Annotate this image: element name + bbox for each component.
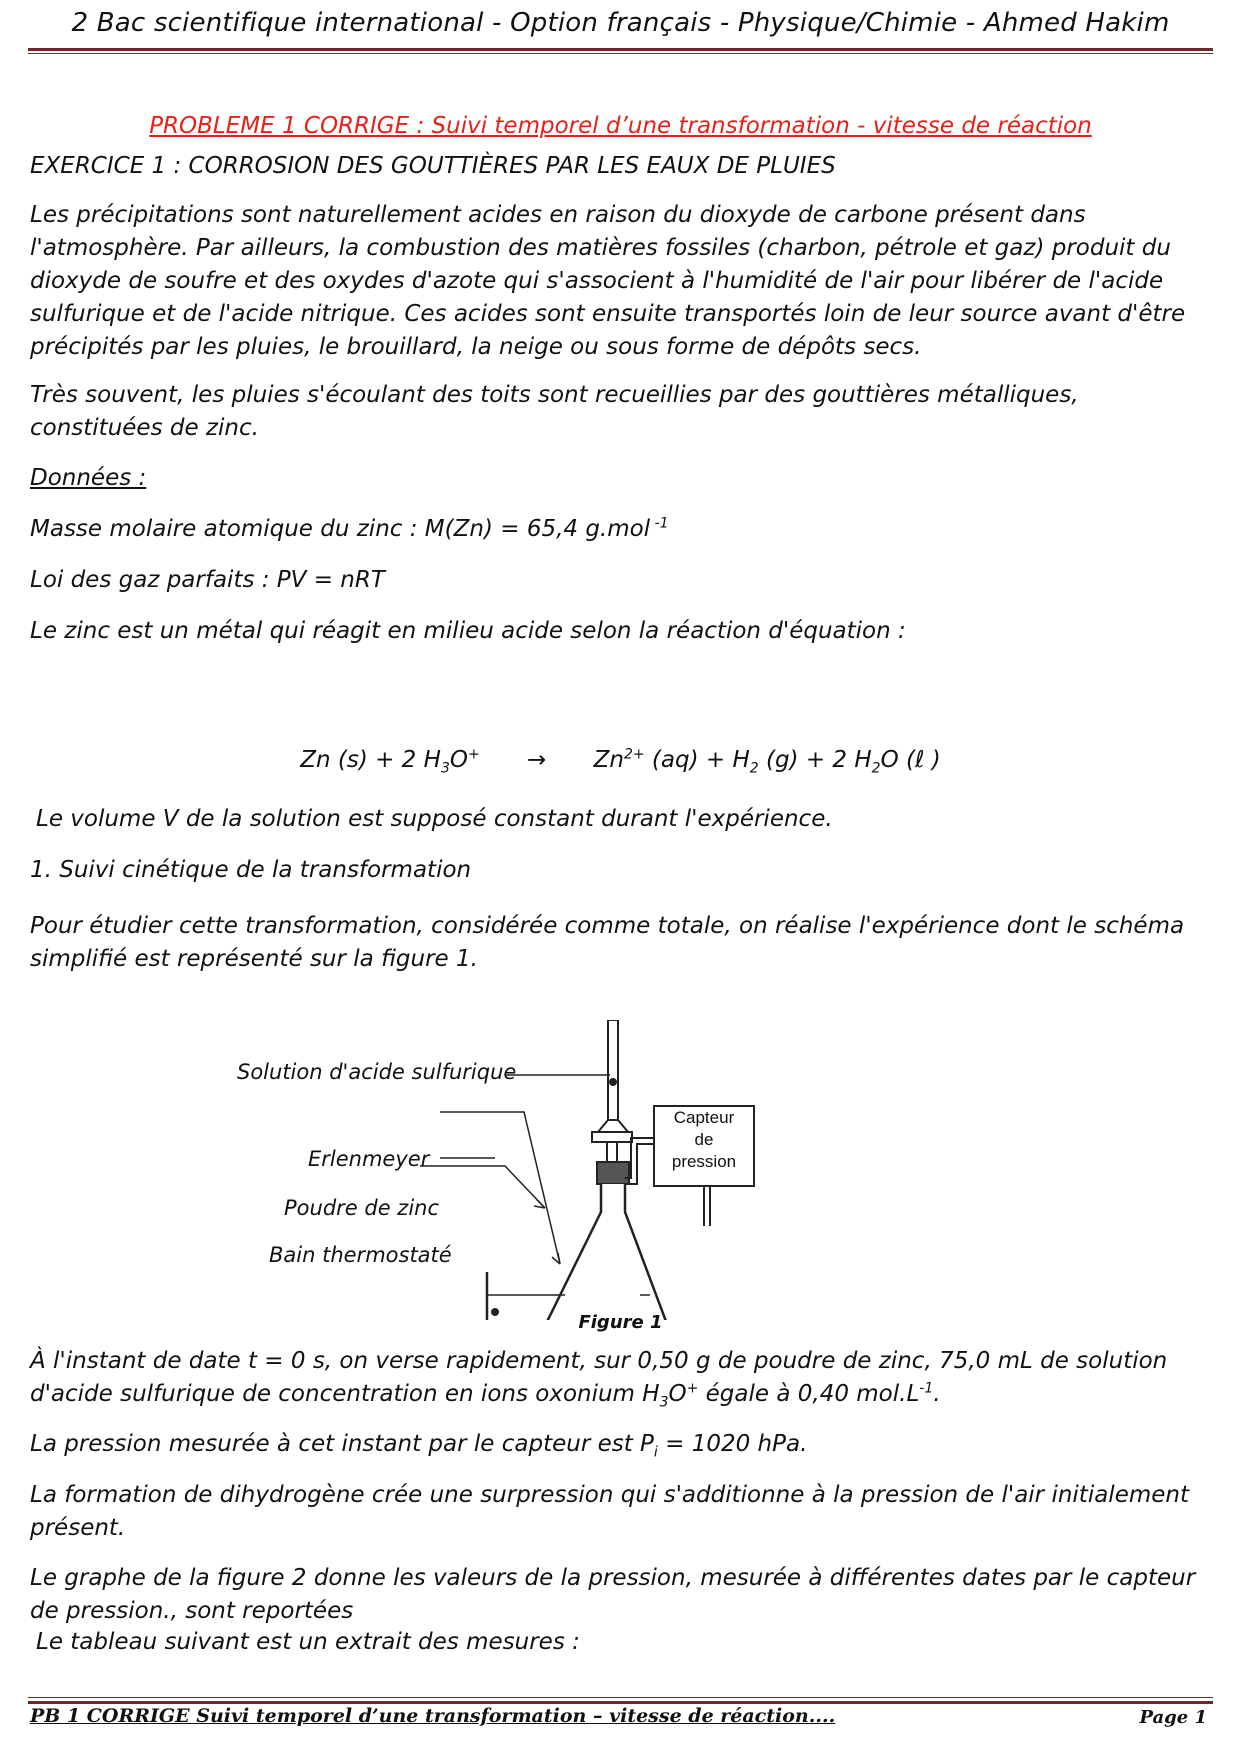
sensor-line-2: de <box>694 1130 714 1149</box>
molar-mass-line <box>30 513 1210 546</box>
label-zinc-powder: Poudre de zinc <box>284 1196 440 1220</box>
problem-title: PROBLEME 1 CORRIGE : Suivi temporel d’une transformation - vitesse de réaction <box>149 113 1092 139</box>
pressure-sensor-box <box>653 1105 755 1187</box>
after-paragraph-2 <box>30 1428 1210 1461</box>
after-p1-c: égale à 0,40 mol.L <box>698 1381 920 1407</box>
after-p1-sub: 3 <box>659 1394 669 1411</box>
erlenmeyer-flask <box>538 1184 673 1320</box>
eq-left-end: O <box>449 747 468 773</box>
after-paragraph-5: Le tableau suivant est un extrait des mesures : <box>36 1629 580 1655</box>
after-p1-sup: + <box>686 1380 699 1397</box>
intro-paragraph-1: Les précipitations sont naturellement acides en raison du dioxyde de carbone présent dans l'atmosphère. Par ailleurs, la combustion des matières fossiles (charbon, pétrole et gaz) produit du dioxyde de soufre et des oxydes d'azote qui s'associent à l'humidité de l'air pour libérer de l'acide sulfurique et de l'acide nitrique. Ces acides sont ensuite transportés loin de leur source avant d'être précipités par les pluies, le brouillard, la neige ou sous forme de dépôts secs. <box>30 202 1186 360</box>
eq-left: Zn (s) + 2 H <box>300 747 441 773</box>
zinc-reaction-line: Le zinc est un métal qui réagit en milieu acide selon la réaction d'équation : <box>30 618 906 644</box>
eq-right-b-sub: 2 <box>749 760 759 777</box>
footer-title <box>30 1705 835 1727</box>
data-heading-text: Données : <box>30 465 147 491</box>
molar-mass-text: Masse molaire atomique du zinc : M(Zn) = 65,4 g.mol <box>30 516 651 542</box>
after-p2-a: La pression mesurée à cet instant par le capteur est P <box>30 1431 654 1457</box>
volume-note: Le volume V de la solution est supposé constant durant l'expérience. <box>36 806 833 832</box>
after-p2-b: = 1020 hPa. <box>657 1431 808 1457</box>
header-rule-thin <box>28 53 1213 54</box>
burette-tip <box>598 1120 628 1132</box>
leader-zinc <box>440 1112 560 1264</box>
eq-right-a: Zn <box>593 747 624 773</box>
section1-title: 1. Suivi cinétique de la transformation <box>30 857 472 883</box>
figure-1-caption: Figure 1 <box>578 1312 663 1333</box>
gas-law-line: Loi des gaz parfaits : PV = nRT <box>30 567 385 593</box>
label-thermostat-bath: Bain thermostaté <box>269 1243 452 1267</box>
footer-title-text: PB 1 CORRIGE Suivi temporel d’une transformation – vitesse de réaction <box>30 1705 809 1727</box>
eq-right-c-sub: 2 <box>871 760 881 777</box>
label-erlenmeyer: Erlenmeyer <box>308 1147 430 1171</box>
after-p1-sup2: -1 <box>919 1380 934 1397</box>
eq-right-d: O (ℓ ) <box>880 747 941 773</box>
footer-dots: .... <box>808 1705 836 1727</box>
after-paragraph-4: Le graphe de la figure 2 donne les valeurs de la pression, mesurée à différentes dates par le capteur de pression., sont reportées <box>30 1565 1196 1624</box>
section1-paragraph: Pour étudier cette transformation, considérée comme totale, on réalise l'expérience dont le schéma simplifié est représenté sur la figure 1. <box>30 913 1185 972</box>
leader-zinc-arrow <box>552 1253 560 1264</box>
after-p1-d: . <box>933 1381 941 1407</box>
label-acid-solution: Solution d'acide sulfurique <box>237 1060 517 1084</box>
data-heading <box>30 462 1210 495</box>
exercise-title: EXERCICE 1 : CORROSION DES GOUTTIÈRES PAR LES EAUX DE PLUIES <box>30 153 836 179</box>
footer-rule-thin <box>28 1697 1213 1698</box>
stopcock-icon <box>592 1132 632 1142</box>
page-number: Page 1 <box>1139 1707 1207 1728</box>
header-rule-thick <box>28 48 1213 51</box>
footer-rule-thick <box>28 1701 1213 1704</box>
burette-tube <box>608 1020 618 1120</box>
after-paragraph-1 <box>30 1345 1210 1411</box>
eq-right-b: (aq) + H <box>644 747 750 773</box>
eq-right-c: (g) + 2 H <box>758 747 872 773</box>
eq-arrow: → <box>527 747 547 773</box>
burette-stem <box>607 1142 617 1162</box>
burette-level-dot <box>609 1078 617 1086</box>
eq-left-sup: + <box>467 746 480 763</box>
intro-paragraph-2: Très souvent, les pluies s'écoulant des toits sont recueillies par des gouttières métalliques, constituées de zinc. <box>30 382 1079 441</box>
after-p2-sub: i <box>653 1444 658 1461</box>
page-header-title: 2 Bac scientifique international - Option français - Physique/Chimie - Ahmed Hakim <box>71 8 1170 38</box>
reaction-equation <box>0 746 1241 777</box>
after-p1-a: À l'instant de date t = 0 s, on verse rapidement, sur 0,50 g de poudre de zinc, 75,0 mL de solution d'acide sulfurique de concentration en ions oxonium H <box>30 1348 1168 1407</box>
sensor-line-1: Capteur <box>673 1108 735 1127</box>
flask-stopper <box>597 1162 629 1184</box>
eq-left-sub: 3 <box>440 760 450 777</box>
after-paragraph-3: La formation de dihydrogène crée une surpression qui s'additionne à la pression de l'air initialement présent. <box>30 1482 1189 1541</box>
figure-1 <box>237 1020 855 1320</box>
eq-right-a-sup: 2+ <box>623 746 645 763</box>
molar-mass-exponent: -1 <box>650 515 669 532</box>
after-p1-b: O <box>668 1381 687 1407</box>
sensor-line-3: pression <box>671 1152 737 1171</box>
